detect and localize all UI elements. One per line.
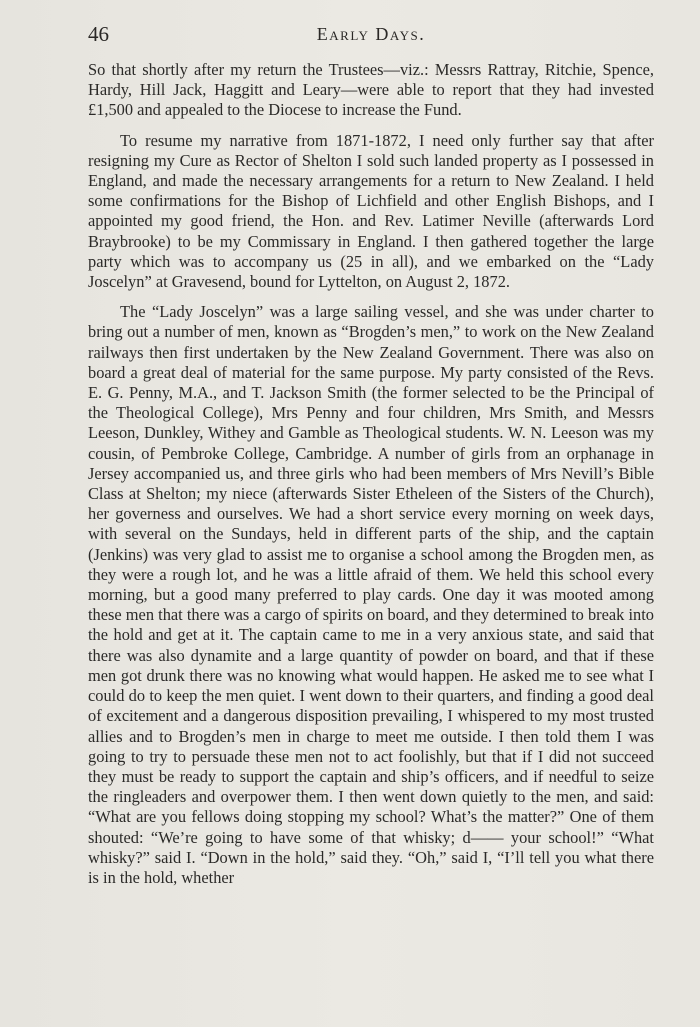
paragraph: So that shortly after my return the Trustees—viz.: Messrs Rattray, Ritchie, Spence, Hardy, Hill Jack, Haggitt and Leary—were able to report that they had invested £1,500 and appealed to the Diocese to increase the Fund. [88, 60, 654, 120]
body-text [88, 60, 654, 888]
paragraph: The “Lady Joscelyn” was a large sailing vessel, and she was under charter to bring out a number of men, known as “Brogden’s men,” to work on the New Zealand railways then first undertaken by the New Zealand Government. There was also on board a great deal of material for the same purpose. My party consisted of the Revs. E. G. Penny, M.A., and T. Jackson Smith (the former selected to be the Principal of the Theological College), Mrs Penny and four children, Mrs Smith, and Messrs Leeson, Dunkley, Withey and Gamble as Theological students. W. N. Leeson was my cousin, of Pembroke College, Cambridge. A number of girls from an orphanage in Jersey accompanied us, and three girls who had been members of Mrs Nevill’s Bible Class at Shelton; my niece (afterwards Sister Etheleen of the Sisters of the Church), her governess and ourselves. We had a short service every morning on week days, with several on the Sundays, held in different parts of the ship, and the captain (Jenkins) was very glad to assist me to organise a school among the Brogden men, as they were a rough lot, and he was a little afraid of them. We held this school every morning, but a good many preferred to play cards. One day it was mooted among these men that there was a cargo of spirits on board, and they determined to break into the hold and get at it. The captain came to me in a very anxious state, and said that there was also dynamite and a large quantity of powder on board, and that if these men got drunk there was no knowing what would happen. He asked me to see what I could do to keep the men quiet. I went down to their quarters, and finding a good deal of excitement and a dangerous disposition prevailing, I whispered to my most trusted allies and to Brogden’s men in charge to meet me outside. I then told them I was going to try to persuade these men not to act foolishly, but that if I did not succeed they must be ready to support the captain and ship’s officers, and if needful to seize the ringleaders and overpower them. I then went down quietly to the men, and said: “What are you fellows doing stopping my school? What’s the matter?” One of them shouted: “We’re going to have some of that whisky; d—— your school!” “What whisky?” said I. “Down in the hold,” said they. “Oh,” said I, “I’ll tell you what there is in the hold, whether [88, 302, 654, 887]
running-head: Early Days. [316, 24, 426, 44]
paragraph: To resume my narrative from 1871-1872, I need only further say that after resigning my Cure as Rector of Shelton I sold such landed property as I possessed in England, and made the necessary arrangements for a return to New Zealand. I held some confirmations for the Bishop of Lichfield and other English Bishops, and I appointed my good friend, the Hon. and Rev. Latimer Neville (afterwards Lord Braybrooke) to be my Commissary in England. I then gathered together the large party which was to accompany us (25 in all), and we embarked on the “Lady Joscelyn” at Gravesend, bound for Lyttelton, on August 2, 1872. [88, 130, 654, 292]
page-header [88, 22, 654, 52]
page-number: 46 [88, 22, 109, 46]
